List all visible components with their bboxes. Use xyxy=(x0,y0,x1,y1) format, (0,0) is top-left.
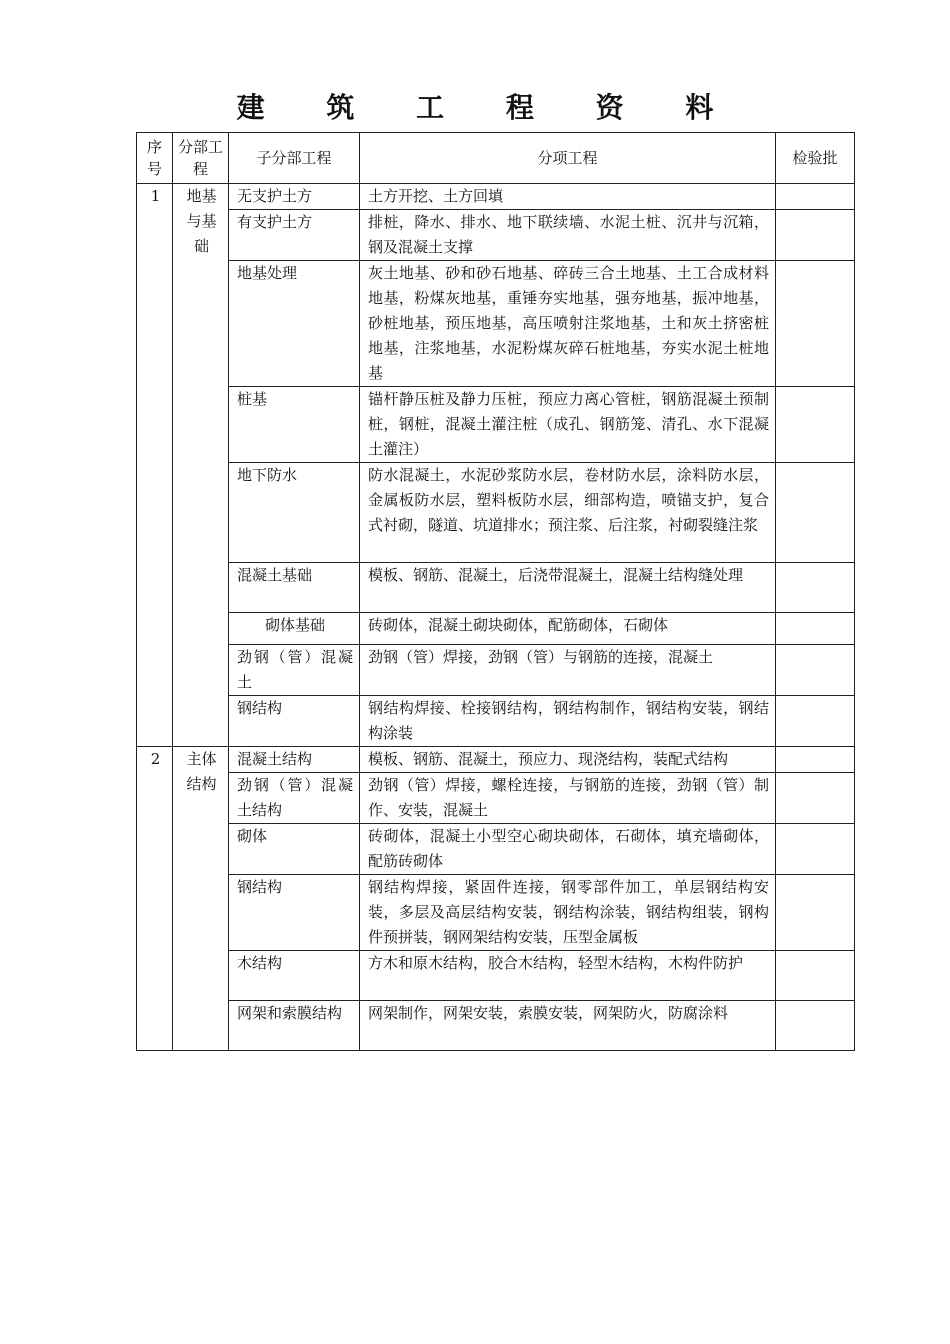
items-cell: 劲钢（管）焊接，螺栓连接，与钢筋的连接，劲钢（管）制作、安装，混凝土 xyxy=(360,773,776,824)
inspection-cell xyxy=(776,563,855,613)
subdivision-cell: 网架和索膜结构 xyxy=(229,1001,360,1051)
header-seq: 序号 xyxy=(137,133,173,184)
inspection-cell xyxy=(776,261,855,387)
table-row xyxy=(137,696,855,747)
subdivision-cell: 钢结构 xyxy=(229,696,360,747)
inspection-cell xyxy=(776,184,855,210)
table-row xyxy=(137,210,855,261)
subdivision-cell: 木结构 xyxy=(229,951,360,1001)
items-cell: 钢结构焊接，紧固件连接，钢零部件加工，单层钢结构安装，多层及高层结构安装，钢结构涂装，钢结构组装，钢构件预拼装，钢网架结构安装，压型金属板 xyxy=(360,875,776,951)
subdivision-cell: 无支护土方 xyxy=(229,184,360,210)
table-header-row xyxy=(137,133,855,184)
inspection-cell xyxy=(776,951,855,1001)
table-row xyxy=(137,261,855,387)
table-row xyxy=(137,875,855,951)
items-cell: 方木和原木结构，胶合木结构，轻型木结构，木构件防护 xyxy=(360,951,776,1001)
items-cell: 钢结构焊接、栓接钢结构，钢结构制作，钢结构安装，钢结构涂装 xyxy=(360,696,776,747)
table-row xyxy=(137,387,855,463)
group-division: 地基与基础 xyxy=(173,184,229,747)
items-cell: 排桩，降水、排水、地下联续墙、水泥土桩、沉井与沉箱，钢及混凝土支撑 xyxy=(360,210,776,261)
inspection-cell xyxy=(776,463,855,563)
subdivision-cell: 劲钢（管）混凝土 xyxy=(229,645,360,696)
subdivision-cell: 桩基 xyxy=(229,387,360,463)
group-seq: 2 xyxy=(137,747,173,1051)
subdivision-cell: 混凝土基础 xyxy=(229,563,360,613)
items-cell: 锚杆静压桩及静力压桩，预应力离心管桩，钢筋混凝土预制桩，钢桩，混凝土灌注桩（成孔、钢筋笼、清孔、水下混凝土灌注） xyxy=(360,387,776,463)
table-row xyxy=(137,645,855,696)
items-cell: 模板、钢筋、混凝土，预应力、现浇结构，装配式结构 xyxy=(360,747,776,773)
subdivision-cell: 混凝土结构 xyxy=(229,747,360,773)
table-row xyxy=(137,613,855,645)
subdivision-cell: 有支护土方 xyxy=(229,210,360,261)
items-cell: 模板、钢筋、混凝土，后浇带混凝土，混凝土结构缝处理 xyxy=(360,563,776,613)
subdivision-cell: 钢结构 xyxy=(229,875,360,951)
table-row xyxy=(137,463,855,563)
inspection-cell xyxy=(776,747,855,773)
inspection-cell xyxy=(776,645,855,696)
construction-data-table xyxy=(136,132,855,1051)
subdivision-cell: 劲钢（管）混凝土结构 xyxy=(229,773,360,824)
inspection-cell xyxy=(776,210,855,261)
table-row xyxy=(137,824,855,875)
table-row xyxy=(137,747,855,773)
table-row xyxy=(137,951,855,1001)
items-cell: 土方开挖、土方回填 xyxy=(360,184,776,210)
items-cell: 网架制作，网架安装，索膜安装，网架防火，防腐涂料 xyxy=(360,1001,776,1051)
table-row xyxy=(137,563,855,613)
group-seq: 1 xyxy=(137,184,173,747)
inspection-cell xyxy=(776,773,855,824)
inspection-cell xyxy=(776,387,855,463)
header-division: 分部工程 xyxy=(173,133,229,184)
subdivision-cell: 地下防水 xyxy=(229,463,360,563)
inspection-cell xyxy=(776,1001,855,1051)
inspection-cell xyxy=(776,696,855,747)
table-row xyxy=(137,184,855,210)
items-cell: 防水混凝土，水泥砂浆防水层，卷材防水层，涂料防水层，金属板防水层，塑料板防水层，细部构造，喷锚支护，复合式衬砌，隧道、坑道排水；预注浆、后注浆，衬砌裂缝注浆 xyxy=(360,463,776,563)
header-inspection: 检验批 xyxy=(776,133,855,184)
group-division: 主体结构 xyxy=(173,747,229,1051)
inspection-cell xyxy=(776,824,855,875)
header-subdivision: 子分部工程 xyxy=(229,133,360,184)
items-cell: 砖砌体，混凝土砌块砌体，配筋砌体，石砌体 xyxy=(360,613,776,645)
subdivision-cell: 砌体 xyxy=(229,824,360,875)
subdivision-cell: 地基处理 xyxy=(229,261,360,387)
inspection-cell xyxy=(776,613,855,645)
table-row xyxy=(137,773,855,824)
items-cell: 灰土地基、砂和砂石地基、碎砖三合土地基、土工合成材料地基，粉煤灰地基，重锤夯实地基，强夯地基，振冲地基，砂桩地基，预压地基，高压喷射注浆地基，土和灰土挤密桩地基，注浆地基，水泥粉煤灰碎石桩地基，夯实水泥土桩地基 xyxy=(360,261,776,387)
inspection-cell xyxy=(776,875,855,951)
table-row xyxy=(137,1001,855,1051)
items-cell: 劲钢（管）焊接，劲钢（管）与钢筋的连接，混凝土 xyxy=(360,645,776,696)
items-cell: 砖砌体，混凝土小型空心砌块砌体，石砌体，填充墙砌体，配筋砖砌体 xyxy=(360,824,776,875)
header-items: 分项工程 xyxy=(360,133,776,184)
subdivision-cell: 砌体基础 xyxy=(229,613,360,645)
document-title: 建 筑 工 程 资 料 xyxy=(236,91,740,124)
